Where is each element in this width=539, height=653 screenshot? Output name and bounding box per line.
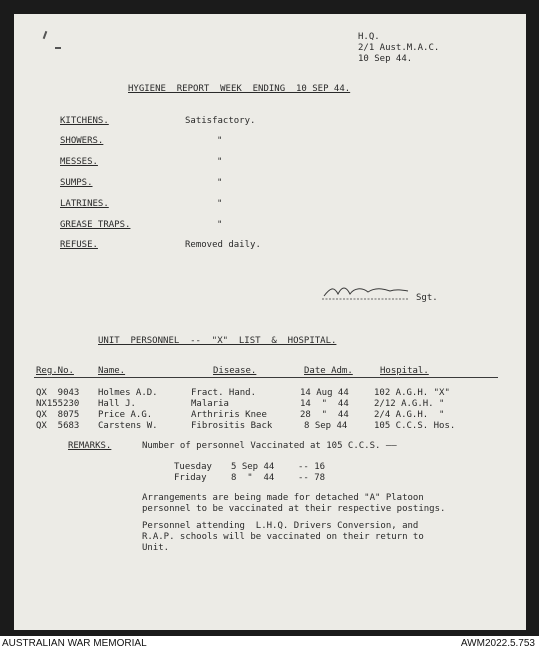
remarks-text: Number of personnel Vaccinated at 105 C.C.S. —— bbox=[142, 441, 397, 451]
table-header-rule bbox=[34, 377, 498, 378]
header-date: 10 Sep 44. bbox=[358, 54, 413, 64]
table-header: Name. bbox=[98, 366, 126, 376]
table-cell: Malaria bbox=[191, 399, 229, 409]
table-cell: Fibrositis Back bbox=[191, 421, 273, 431]
footer-bar bbox=[0, 636, 539, 653]
table-header: Reg.No. bbox=[36, 366, 74, 376]
vaccination-date: 5 Sep 44 bbox=[231, 462, 275, 472]
table-cell: Carstens W. bbox=[98, 421, 158, 431]
footer-accession-number: AWM2022.5.753 bbox=[460, 638, 535, 649]
hygiene-label: LATRINES. bbox=[60, 199, 109, 209]
table-cell: 2/12 A.G.H. " bbox=[374, 399, 445, 409]
handwritten-signature bbox=[320, 282, 410, 302]
remarks-paragraph: Arrangements are being made for detached "A" Platoon bbox=[142, 493, 424, 503]
table-cell: 14 " 44 bbox=[300, 399, 349, 409]
vaccination-count: -- 78 bbox=[298, 473, 326, 483]
header-unit: 2/1 Aust.M.A.C. bbox=[358, 43, 440, 53]
table-header: Hospital. bbox=[380, 366, 429, 376]
table-cell: QX 5683 bbox=[36, 421, 80, 431]
pen-mark bbox=[43, 31, 48, 39]
table-cell: 8 Sep 44 bbox=[304, 421, 348, 431]
vaccination-day: Tuesday bbox=[174, 462, 212, 472]
signature-rank: Sgt. bbox=[416, 293, 438, 303]
table-cell: 105 C.C.S. Hos. bbox=[374, 421, 456, 431]
section-title: UNIT PERSONNEL -- "X" LIST & HOSPITAL. bbox=[98, 336, 337, 346]
hygiene-label: SHOWERS. bbox=[60, 136, 104, 146]
hygiene-label: KITCHENS. bbox=[60, 116, 109, 126]
remarks-paragraph: R.A.P. schools will be vaccinated on their return to bbox=[142, 532, 424, 542]
remarks-paragraph: Unit. bbox=[142, 543, 170, 553]
table-cell: 28 " 44 bbox=[300, 410, 349, 420]
vaccination-date: 8 " 44 bbox=[231, 473, 275, 483]
footer-institution: AUSTRALIAN WAR MEMORIAL bbox=[2, 638, 147, 649]
hygiene-label: MESSES. bbox=[60, 157, 98, 167]
hygiene-value: " bbox=[217, 199, 223, 209]
table-cell: QX 8075 bbox=[36, 410, 80, 420]
hygiene-value: " bbox=[217, 178, 223, 188]
table-cell: 14 Aug 44 bbox=[300, 388, 349, 398]
table-cell: Fract. Hand. bbox=[191, 388, 257, 398]
hygiene-value: Removed daily. bbox=[185, 240, 261, 250]
hygiene-value: " bbox=[217, 136, 223, 146]
document-page bbox=[14, 14, 526, 630]
table-cell: 102 A.G.H. "X" bbox=[374, 388, 450, 398]
vaccination-day: Friday bbox=[174, 473, 207, 483]
table-cell: NX155230 bbox=[36, 399, 80, 409]
table-cell: Holmes A.D. bbox=[98, 388, 158, 398]
vaccination-count: -- 16 bbox=[298, 462, 326, 472]
table-cell: 2/4 A.G.H. " bbox=[374, 410, 445, 420]
remarks-paragraph: Personnel attending L.H.Q. Drivers Conversion, and bbox=[142, 521, 419, 531]
hygiene-value: Satisfactory. bbox=[185, 116, 256, 126]
table-header: Disease. bbox=[213, 366, 257, 376]
header-hq: H.Q. bbox=[358, 32, 380, 42]
hygiene-label: GREASE TRAPS. bbox=[60, 220, 131, 230]
hygiene-label: REFUSE. bbox=[60, 240, 98, 250]
table-cell: Hall J. bbox=[98, 399, 136, 409]
table-header: Date Adm. bbox=[304, 366, 353, 376]
report-title: HYGIENE REPORT WEEK ENDING 10 SEP 44. bbox=[128, 84, 351, 94]
hygiene-label: SUMPS. bbox=[60, 178, 93, 188]
table-cell: QX 9043 bbox=[36, 388, 80, 398]
hygiene-value: " bbox=[217, 157, 223, 167]
table-cell: Arthriris Knee bbox=[191, 410, 267, 420]
pen-mark bbox=[55, 47, 61, 49]
table-cell: Price A.G. bbox=[98, 410, 153, 420]
remarks-label: REMARKS. bbox=[68, 441, 112, 451]
hygiene-value: " bbox=[217, 220, 223, 230]
remarks-paragraph: personnel to be vaccinated at their respective postings. bbox=[142, 504, 446, 514]
